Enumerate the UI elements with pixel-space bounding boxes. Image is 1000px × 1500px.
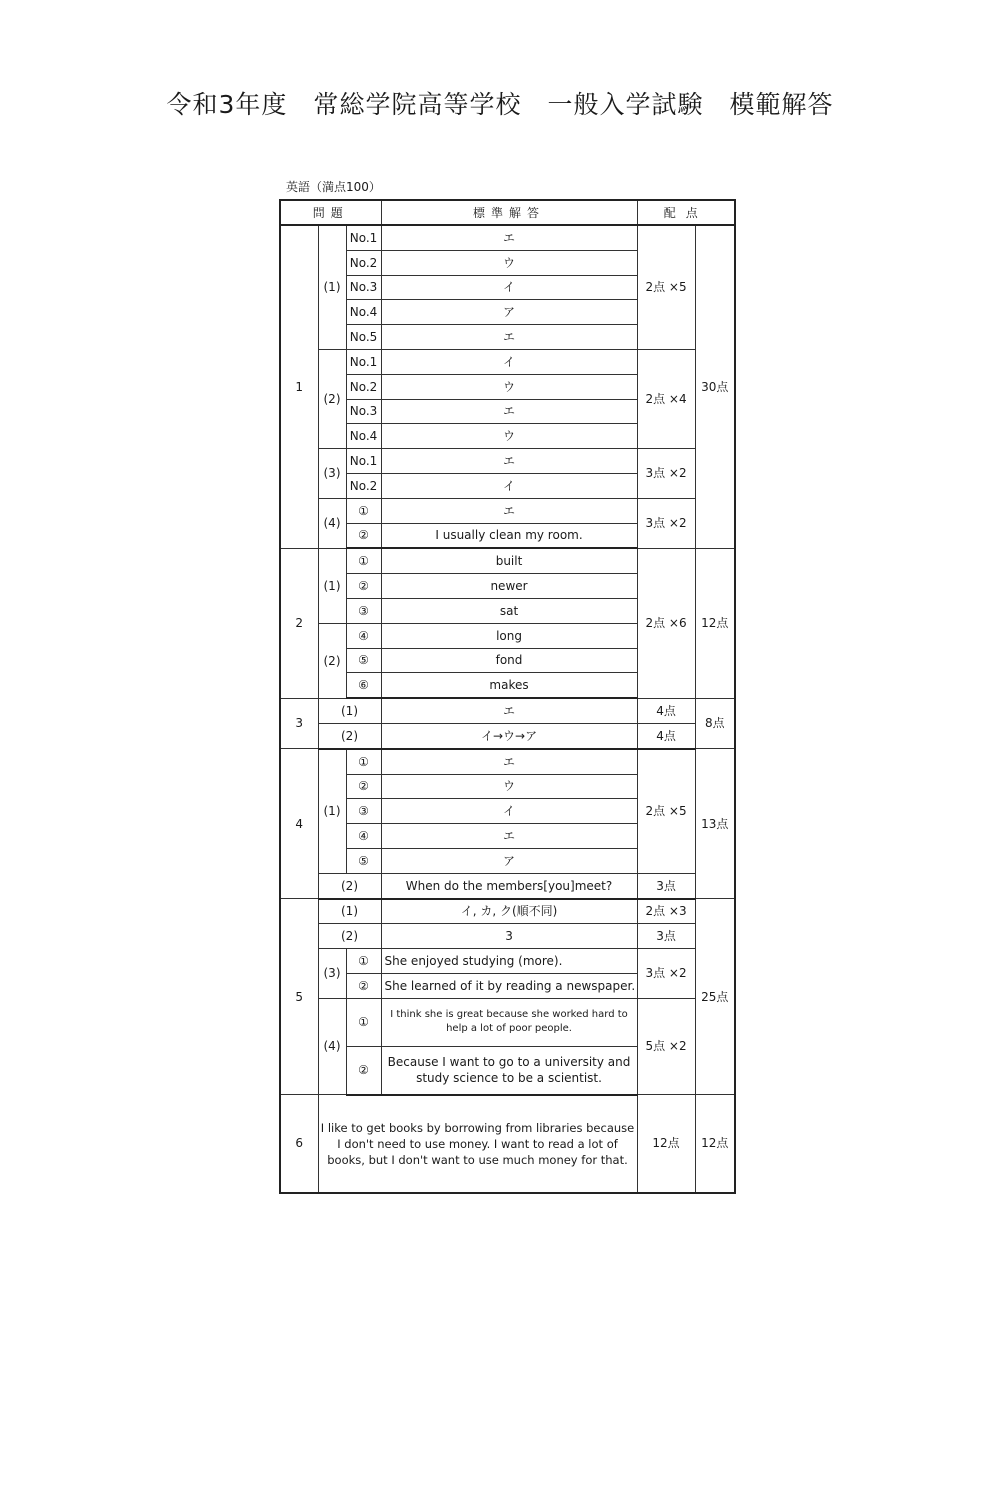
- item-label: No.4: [346, 424, 381, 449]
- table-row: [280, 899, 735, 924]
- answer-cell: エ: [381, 749, 637, 774]
- item-label: ②: [346, 774, 381, 799]
- item-label: ①: [346, 548, 381, 573]
- part-label: (1): [318, 899, 381, 924]
- part-label: (3): [318, 949, 346, 999]
- answer-cell: イ→ウ→ア: [381, 723, 637, 748]
- answer-cell: ウ: [381, 250, 637, 275]
- answer-cell: 3: [381, 924, 637, 949]
- score-cell: 2点 ×5: [637, 749, 695, 873]
- item-label: ⑥: [346, 673, 381, 698]
- score-cell: 4点: [637, 723, 695, 748]
- score-cell: 2点 ×4: [637, 349, 695, 448]
- part-label: (2): [318, 873, 381, 898]
- item-label: ④: [346, 824, 381, 849]
- total-score-cell: 13点: [695, 749, 735, 899]
- answer-cell: エ: [381, 498, 637, 523]
- question-number: 4: [280, 749, 318, 899]
- item-label: ①: [346, 998, 381, 1046]
- answer-cell: ウ: [381, 424, 637, 449]
- item-label: ①: [346, 949, 381, 974]
- answer-cell: イ: [381, 799, 637, 824]
- table-row: [280, 924, 735, 949]
- answer-cell: She learned of it by reading a newspaper.: [381, 973, 637, 998]
- part-label: (1): [318, 548, 346, 623]
- header-answer: 標準解答: [381, 200, 637, 225]
- part-label: (2): [318, 623, 346, 698]
- item-label: ②: [346, 574, 381, 599]
- total-score-cell: 25点: [695, 899, 735, 1095]
- answer-cell: sat: [381, 598, 637, 623]
- page-title: 令和3年度 常総学院高等学校 一般入学試験 模範解答: [166, 90, 834, 119]
- answer-cell: エ: [381, 824, 637, 849]
- score-cell: 5点 ×2: [637, 998, 695, 1095]
- item-label: ①: [346, 749, 381, 774]
- table-row: [280, 1095, 735, 1193]
- item-label: No.2: [346, 250, 381, 275]
- score-cell: 12点: [637, 1095, 695, 1193]
- table-row: [280, 698, 735, 723]
- item-label: ③: [346, 799, 381, 824]
- item-label: No.1: [346, 449, 381, 474]
- table-row: [280, 998, 735, 1046]
- score-cell: 2点 ×3: [637, 899, 695, 924]
- item-label: No.5: [346, 325, 381, 350]
- question-number: 2: [280, 548, 318, 698]
- answer-cell: ウ: [381, 774, 637, 799]
- answer-table: [279, 199, 736, 1194]
- table-row: [280, 449, 735, 474]
- score-cell: 2点 ×6: [637, 548, 695, 698]
- table-row: [280, 349, 735, 374]
- answer-cell: イ: [381, 275, 637, 300]
- part-label: (1): [318, 698, 381, 723]
- table-row: [280, 548, 735, 573]
- item-label: No.1: [346, 225, 381, 250]
- part-label: (2): [318, 723, 381, 748]
- answer-cell: エ: [381, 225, 637, 250]
- item-label: No.1: [346, 349, 381, 374]
- answer-cell: makes: [381, 673, 637, 698]
- part-label: (2): [318, 349, 346, 448]
- answer-cell: fond: [381, 648, 637, 673]
- question-number: 5: [280, 899, 318, 1095]
- answer-cell: built: [381, 548, 637, 573]
- question-number: 6: [280, 1095, 318, 1193]
- item-label: ⑤: [346, 848, 381, 873]
- score-cell: 3点: [637, 924, 695, 949]
- table-row: [280, 498, 735, 523]
- subject-label: 英語（満点100）: [286, 180, 381, 194]
- table-row: [280, 723, 735, 748]
- part-label: (1): [318, 749, 346, 873]
- question-number: 3: [280, 698, 318, 749]
- answer-cell: イ, カ, ク(順不同): [381, 899, 637, 924]
- score-cell: 3点 ×2: [637, 449, 695, 499]
- answer-cell: エ: [381, 698, 637, 723]
- answer-cell: ウ: [381, 374, 637, 399]
- table-row: [280, 225, 735, 250]
- item-label: ①: [346, 498, 381, 523]
- total-score-cell: 8点: [695, 698, 735, 749]
- answer-cell: long: [381, 623, 637, 648]
- table-row: [280, 949, 735, 974]
- item-label: No.3: [346, 399, 381, 424]
- answer-cell: I usually clean my room.: [381, 523, 637, 548]
- table-row: [280, 873, 735, 898]
- total-score-cell: 12点: [695, 1095, 735, 1193]
- total-score-cell: 30点: [695, 225, 735, 548]
- header-question: 問題: [280, 200, 381, 225]
- total-score-cell: 12点: [695, 548, 735, 698]
- answer-cell: I like to get books by borrowing from libraries because I don't need to use money. I want to read a lot of books, but I don't want to use much money for that.: [318, 1095, 637, 1193]
- part-label: (1): [318, 225, 346, 349]
- answer-cell: エ: [381, 399, 637, 424]
- part-label: (2): [318, 924, 381, 949]
- item-label: ②: [346, 523, 381, 548]
- question-number: 1: [280, 225, 318, 548]
- answer-cell: newer: [381, 574, 637, 599]
- score-cell: 3点: [637, 873, 695, 898]
- part-label: (3): [318, 449, 346, 499]
- score-cell: 3点 ×2: [637, 498, 695, 548]
- answer-cell: Because I want to go to a university and study science to be a scientist.: [381, 1046, 637, 1095]
- item-label: No.3: [346, 275, 381, 300]
- answer-cell: イ: [381, 473, 637, 498]
- answer-cell: エ: [381, 325, 637, 350]
- answer-cell: I think she is great because she worked hard to help a lot of poor people.: [381, 998, 637, 1046]
- header-score: 配点: [637, 200, 735, 225]
- answer-cell: When do the members[you]meet?: [381, 873, 637, 898]
- answer-cell: She enjoyed studying (more).: [381, 949, 637, 974]
- table-row: [280, 749, 735, 774]
- answer-cell: イ: [381, 349, 637, 374]
- item-label: No.2: [346, 473, 381, 498]
- item-label: ②: [346, 1046, 381, 1095]
- part-label: (4): [318, 498, 346, 548]
- answer-cell: ア: [381, 300, 637, 325]
- item-label: ②: [346, 973, 381, 998]
- header-row: [280, 200, 735, 225]
- score-cell: 4点: [637, 698, 695, 723]
- item-label: ③: [346, 598, 381, 623]
- answer-cell: ア: [381, 848, 637, 873]
- item-label: ⑤: [346, 648, 381, 673]
- item-label: ④: [346, 623, 381, 648]
- score-cell: 2点 ×5: [637, 225, 695, 349]
- part-label: (4): [318, 998, 346, 1095]
- score-cell: 3点 ×2: [637, 949, 695, 999]
- answer-cell: エ: [381, 449, 637, 474]
- item-label: No.4: [346, 300, 381, 325]
- item-label: No.2: [346, 374, 381, 399]
